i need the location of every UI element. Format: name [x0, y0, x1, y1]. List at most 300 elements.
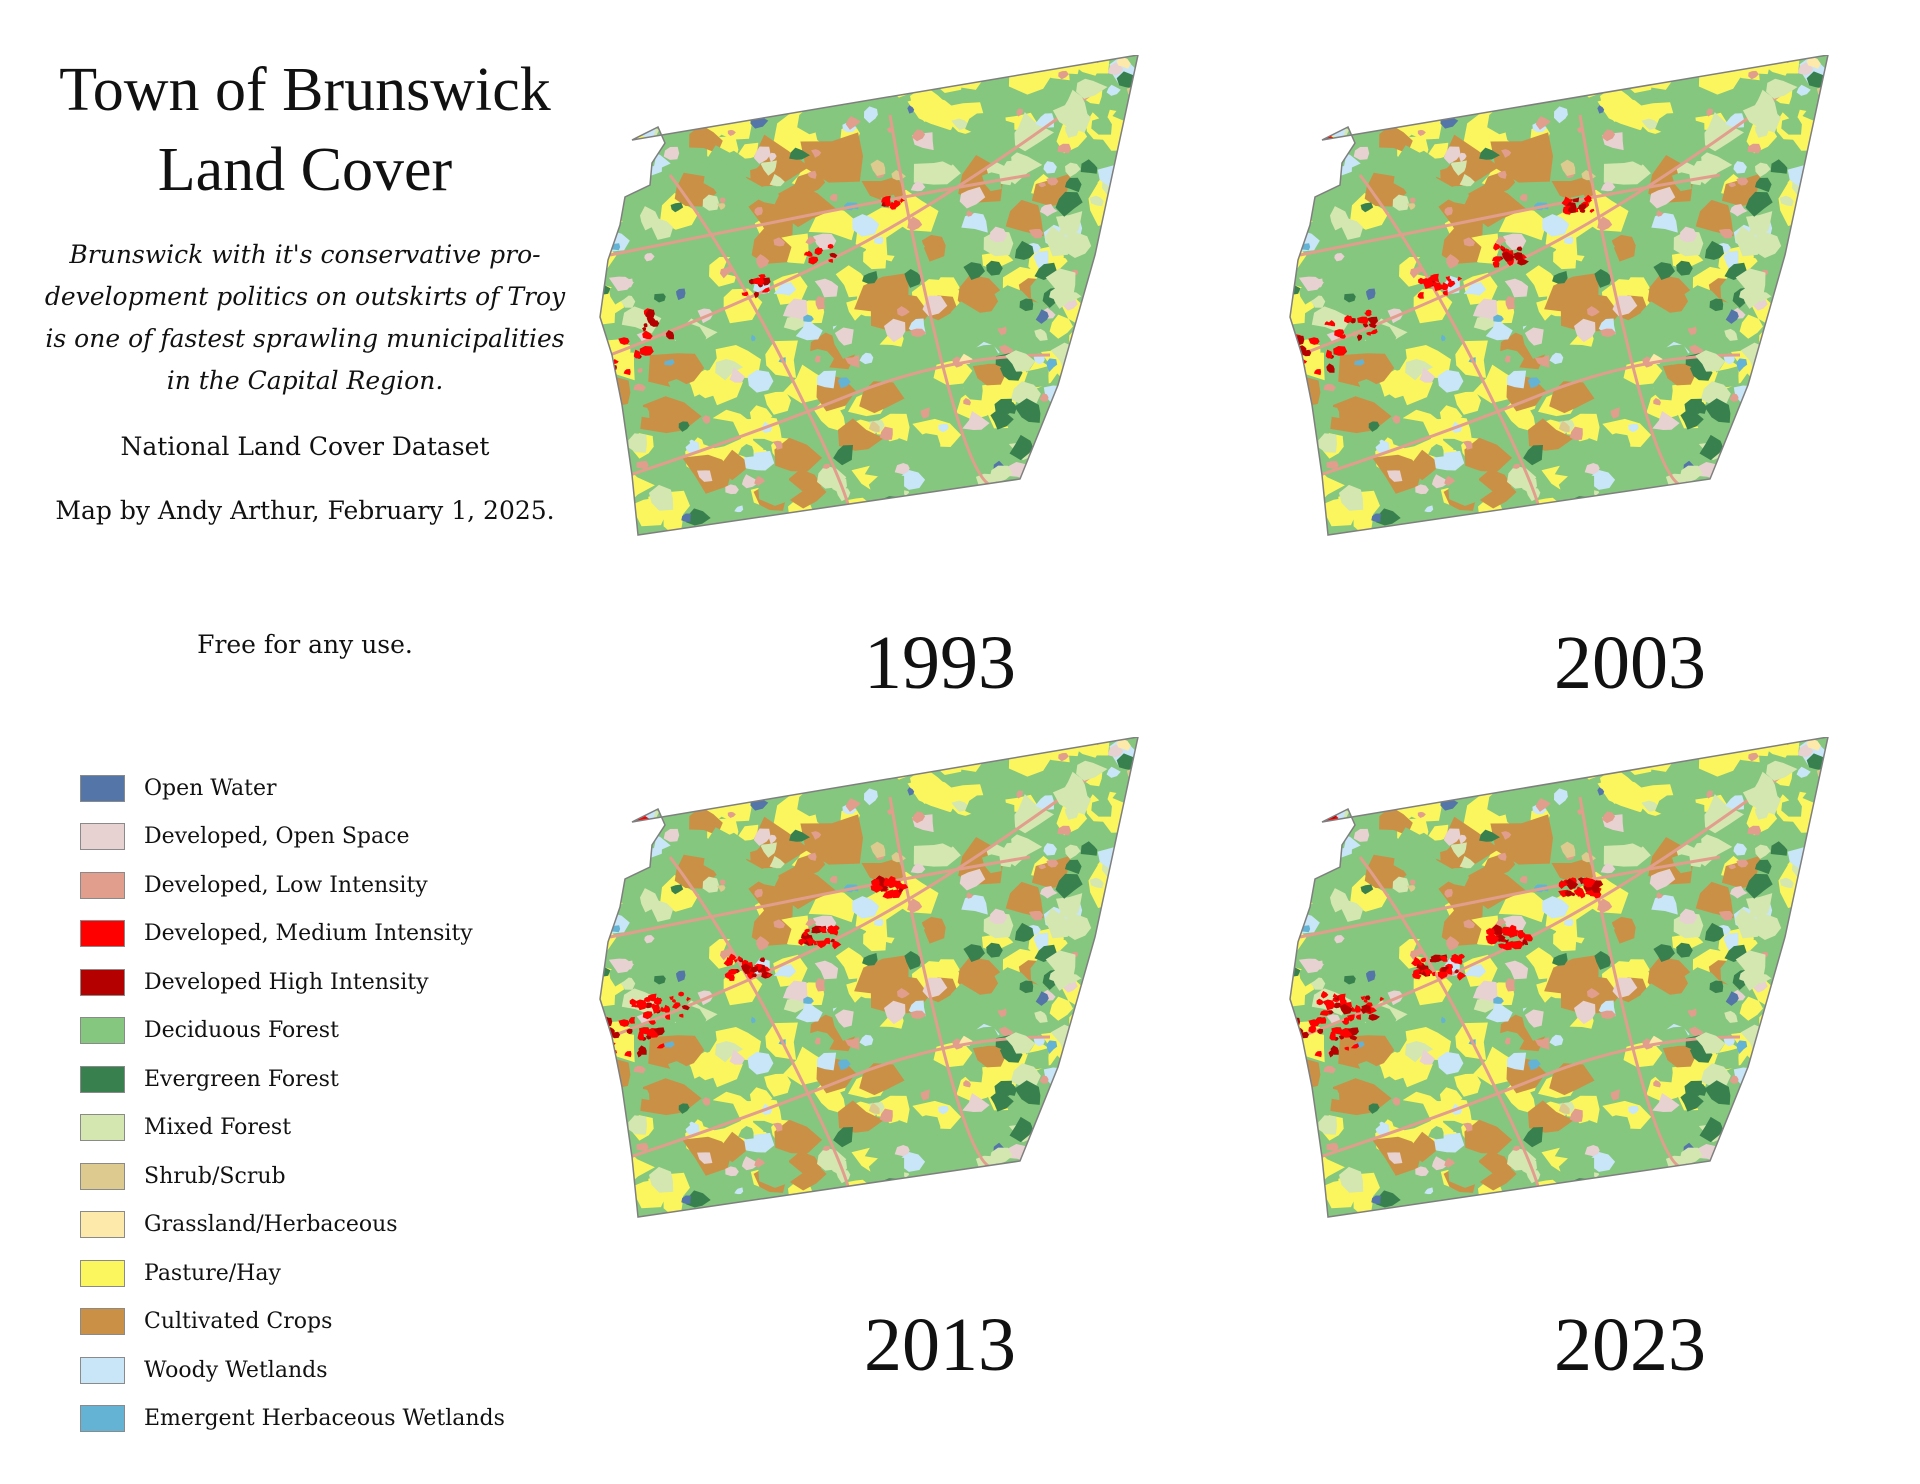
land-cover-patch [1291, 470, 1297, 474]
land-cover-patch [1646, 73, 1659, 83]
land-cover-patch [1289, 1156, 1299, 1166]
land-cover-patch [1123, 187, 1129, 192]
land-cover-patch [1282, 848, 1293, 858]
land-cover-patch [1040, 1097, 1079, 1136]
land-cover-patch [1748, 437, 1762, 452]
land-cover-patch [627, 818, 632, 822]
land-cover-patch [1300, 514, 1307, 520]
land-cover-patch [1661, 1184, 1678, 1206]
land-cover-patch [1819, 366, 1831, 379]
land-cover-patch [952, 1209, 998, 1246]
land-cover-patch [1082, 993, 1131, 1039]
land-cover-patch [619, 129, 626, 136]
land-cover-patch [1581, 535, 1600, 551]
land-cover-patch [1319, 807, 1327, 816]
land-cover-patch [1800, 455, 1817, 469]
land-cover-patch [1306, 808, 1313, 816]
land-cover-patch [603, 469, 610, 476]
land-cover-patch [1305, 1151, 1310, 1155]
map-year-label: 2003 [1554, 621, 1706, 705]
legend-label: Pasture/Hay [144, 1260, 281, 1286]
land-cover-patch [1547, 737, 1579, 760]
land-cover-patch [594, 1084, 605, 1093]
land-cover-patch [1751, 1161, 1775, 1197]
land-cover-patch [1504, 753, 1520, 762]
land-cover-patch [691, 79, 709, 95]
land-cover-patch [1295, 1146, 1306, 1156]
land-cover-patch [1293, 431, 1305, 441]
land-cover-patch [1296, 1159, 1304, 1167]
legend-label: Woody Wetlands [144, 1357, 328, 1383]
land-cover-patch [1748, 1119, 1762, 1134]
land-cover-patch [598, 1046, 609, 1055]
land-cover-patch [597, 520, 618, 538]
land-cover-patch [618, 1150, 625, 1156]
land-cover-patch [1096, 930, 1125, 959]
land-cover-patch [858, 507, 899, 540]
land-cover-patch [1071, 522, 1086, 535]
title-line-1: Town of Brunswick [59, 56, 551, 124]
land-cover-patch [1729, 1154, 1796, 1196]
land-cover-patch [945, 524, 982, 551]
land-cover-patch [603, 1113, 615, 1123]
land-cover-patch [965, 749, 974, 758]
land-cover-patch [1315, 126, 1328, 134]
legend-label: Cultivated Crops [144, 1309, 333, 1335]
land-cover-patch [1284, 402, 1295, 411]
land-cover-patch [595, 1041, 599, 1046]
land-cover-patch [591, 524, 601, 534]
land-cover-patch [956, 1182, 970, 1193]
land-cover-patch [1827, 1194, 1849, 1214]
land-cover-patch [1137, 1194, 1159, 1214]
land-cover-patch [1793, 917, 1813, 935]
land-cover-patch [602, 1149, 610, 1156]
land-cover-patch [966, 737, 988, 750]
land-cover-patch [1123, 208, 1175, 247]
land-cover-patch [1327, 737, 1368, 766]
land-cover-patch [1779, 423, 1792, 432]
legend-item [80, 1298, 550, 1347]
land-cover-patch [1280, 435, 1302, 495]
map-year-label: 1993 [864, 621, 1016, 705]
land-cover-patch [594, 402, 605, 411]
land-cover-patch [1794, 441, 1838, 483]
land-cover-patch [814, 753, 830, 762]
land-cover-patch [1092, 968, 1138, 1000]
land-cover-patch [1311, 807, 1322, 817]
land-cover-patch [1138, 228, 1145, 235]
land-cover-patch [1767, 1162, 1787, 1184]
land-cover-patch [1113, 910, 1143, 933]
land-cover-patch [1772, 993, 1821, 1039]
land-cover-patch [1733, 481, 1781, 521]
land-cover-patch [1104, 1123, 1148, 1165]
land-cover-patch [678, 114, 693, 125]
land-cover-patch [1310, 820, 1319, 827]
land-cover-patch [1050, 525, 1059, 535]
land-cover-patch [820, 775, 832, 785]
land-cover-patch [742, 744, 789, 778]
land-cover-patch [1748, 529, 1763, 543]
land-cover-patch [1435, 96, 1455, 109]
land-cover-patch [1298, 1150, 1303, 1154]
land-cover-patch [1810, 881, 1830, 900]
land-cover-patch [931, 55, 954, 67]
land-cover-patch [590, 829, 605, 843]
legend-label: Shrub/Scrub [144, 1163, 286, 1189]
land-cover-patch [1286, 1152, 1293, 1158]
land-cover-patch [799, 55, 834, 80]
land-cover-patch [644, 323, 648, 327]
land-cover-patch [1120, 489, 1148, 506]
land-cover-patch [1582, 1186, 1620, 1225]
land-cover-patch [1597, 515, 1653, 555]
land-cover-patch [1815, 955, 1842, 973]
land-cover-patch [1046, 446, 1067, 461]
land-cover-patch [1285, 342, 1294, 351]
land-cover-patch [1292, 1044, 1302, 1052]
land-cover-patch [598, 1035, 602, 1039]
land-cover-patch [1432, 62, 1479, 96]
land-cover-patch [1287, 1202, 1308, 1220]
map-year-label: 2013 [864, 1303, 1016, 1387]
land-cover-patch [908, 1218, 919, 1228]
land-cover-patch [594, 1155, 601, 1161]
land-cover-patch [1083, 995, 1102, 1009]
land-cover-patch [841, 516, 873, 536]
land-cover-patch [1327, 55, 1368, 84]
land-cover-patch [597, 1202, 618, 1220]
land-cover-patch [750, 1207, 796, 1246]
land-cover-patch [830, 60, 861, 85]
land-cover-patch [1628, 514, 1653, 532]
land-cover-patch [1077, 480, 1097, 502]
land-cover-patch [602, 808, 626, 830]
land-cover-patch [1281, 524, 1291, 534]
land-cover-patch [1442, 779, 1469, 800]
land-cover-patch [966, 55, 988, 68]
land-cover-patch [1001, 493, 1010, 500]
land-cover-patch [1499, 55, 1544, 85]
land-cover-patch [1796, 416, 1828, 449]
land-cover-patch [597, 479, 604, 486]
land-cover-patch [1288, 1158, 1293, 1162]
land-cover-patch [1092, 286, 1138, 318]
land-cover-patch [1300, 1196, 1307, 1202]
land-cover-patch [956, 73, 969, 83]
land-cover-patch [590, 485, 616, 525]
land-cover-patch [820, 93, 832, 103]
land-cover-patch [1290, 1157, 1298, 1164]
land-cover-patch [1089, 1033, 1107, 1052]
land-cover-patch [1104, 1119, 1156, 1161]
land-cover-patch [1432, 744, 1479, 778]
land-cover-patch [590, 864, 599, 876]
land-cover-patch [612, 102, 639, 118]
land-cover-patch [1646, 500, 1660, 511]
land-cover-patch [1760, 1036, 1777, 1052]
land-cover-patch [1635, 1206, 1672, 1233]
land-cover-patch [1313, 808, 1323, 814]
land-cover-patch [1040, 415, 1079, 454]
land-cover-patch [1835, 826, 1842, 833]
land-cover-patch [1070, 1036, 1087, 1052]
land-cover-patch [1304, 471, 1313, 478]
land-cover-patch [1330, 811, 1335, 815]
land-cover-patch [1312, 129, 1317, 133]
land-cover-patch [1810, 1171, 1838, 1188]
land-cover-patch [1110, 1137, 1127, 1151]
land-cover-patch [1102, 1081, 1120, 1098]
land-cover-patch [1061, 479, 1085, 515]
map-panel [590, 737, 1280, 1387]
legend-item [80, 1152, 550, 1201]
land-cover-patch [1790, 984, 1807, 995]
land-cover-patch [1628, 1196, 1653, 1214]
land-cover-patch [908, 55, 941, 82]
land-cover-patch [1299, 468, 1306, 475]
land-cover-patch [1547, 55, 1579, 78]
land-cover-patch [606, 1157, 614, 1167]
land-cover-patch [971, 502, 988, 524]
legend-item [80, 958, 550, 1007]
land-cover-patch [1298, 464, 1307, 474]
land-cover-patch [1280, 147, 1295, 161]
land-cover-patch [1137, 512, 1159, 532]
land-cover-patch [1433, 760, 1455, 779]
land-cover-patch [1285, 1148, 1291, 1152]
land-cover-patch [1282, 166, 1293, 176]
land-cover-patch [1138, 910, 1145, 917]
data-source: National Land Cover Dataset [120, 432, 490, 461]
land-cover-patch [1766, 353, 1791, 372]
land-cover-patch [1145, 144, 1152, 151]
legend-swatch [80, 920, 125, 947]
land-cover-patch [624, 809, 631, 816]
land-cover-patch [1655, 748, 1667, 760]
land-cover-patch [1340, 756, 1360, 774]
land-cover-patch [1779, 1105, 1792, 1114]
land-cover-patch [1477, 754, 1532, 789]
land-cover-patch [1145, 826, 1152, 833]
land-cover-patch [1289, 472, 1299, 480]
land-cover-patch [1301, 1154, 1310, 1163]
map-panel [590, 55, 1280, 705]
land-cover-patch [1709, 1165, 1716, 1170]
land-cover-patch [1772, 311, 1821, 357]
land-cover-patch [1080, 1018, 1093, 1026]
land-cover-patch [965, 748, 977, 760]
land-cover-patch [1397, 737, 1446, 786]
legend-swatch [80, 872, 125, 899]
land-cover-patch [1084, 1134, 1122, 1156]
land-cover-patch [616, 814, 629, 824]
land-cover-patch [1792, 1081, 1810, 1098]
land-cover-patch [616, 516, 628, 528]
land-cover-patch [1325, 813, 1330, 817]
land-cover-patch [1656, 737, 1678, 750]
land-cover-patch [799, 737, 834, 762]
land-cover-patch [1327, 1143, 1339, 1151]
land-cover-patch [1817, 119, 1843, 136]
land-cover-patch [1083, 1096, 1108, 1135]
land-cover-patch [1103, 235, 1123, 253]
land-cover-patch [619, 129, 632, 140]
land-cover-patch [1084, 452, 1122, 474]
land-cover-patch [1125, 955, 1152, 973]
land-cover-patch [1354, 767, 1384, 799]
land-cover-patch [1283, 1153, 1287, 1157]
land-cover-patch [1071, 1204, 1086, 1217]
land-cover-patch [664, 85, 694, 117]
land-cover-patch [1813, 869, 1819, 874]
legend-label: Developed High Intensity [144, 969, 429, 995]
land-cover-patch [603, 470, 614, 478]
land-cover-patch [1717, 1203, 1738, 1217]
land-cover-patch [1058, 529, 1073, 543]
land-cover-patch [723, 760, 750, 781]
land-cover-patch [599, 342, 608, 351]
land-cover-patch [965, 67, 974, 76]
land-cover-patch [1298, 477, 1311, 486]
land-cover-patch [1642, 1209, 1688, 1246]
land-cover-patch [952, 527, 998, 564]
land-cover-patch [637, 461, 649, 469]
legend-label: Developed, Low Intensity [144, 872, 428, 898]
land-cover-patch [1058, 437, 1072, 452]
land-cover-patch [615, 819, 626, 826]
land-cover-patch [1773, 414, 1798, 453]
land-cover-patch [1124, 985, 1155, 1004]
land-cover-patch [1290, 364, 1301, 373]
land-cover-patch [1655, 66, 1667, 78]
title-line-2: Land Cover [157, 136, 453, 204]
land-cover-patch [1076, 1035, 1101, 1054]
land-cover-patch [1043, 1163, 1091, 1203]
land-cover-patch [619, 138, 625, 145]
land-cover-patch [1748, 1211, 1763, 1225]
land-cover-patch [1582, 504, 1620, 543]
land-cover-patch [1097, 506, 1124, 524]
legend-label: Open Water [144, 775, 277, 801]
land-cover-patch [1730, 1097, 1769, 1136]
land-cover-patch [1815, 273, 1842, 291]
land-cover-patch [614, 1148, 618, 1152]
land-cover-patch [1093, 1112, 1127, 1142]
land-cover-patch [938, 1196, 963, 1214]
land-cover-patch [1302, 861, 1311, 870]
land-cover-patch [1328, 153, 1346, 166]
land-cover-patch [1089, 1105, 1102, 1114]
land-cover-patch [1807, 318, 1818, 329]
land-cover-patch [1642, 527, 1688, 564]
land-cover-patch [1800, 1137, 1817, 1151]
land-cover-patch [1311, 131, 1316, 135]
land-cover-patch [1621, 55, 1644, 67]
land-cover-patch [598, 1149, 602, 1153]
land-cover-patch [590, 448, 603, 462]
land-cover-patch [917, 1189, 928, 1200]
land-cover-patch [1328, 129, 1333, 134]
land-cover-patch [908, 737, 941, 764]
land-cover-patch [1691, 1175, 1700, 1182]
land-cover-patch [1056, 444, 1086, 466]
land-cover-patch [1655, 749, 1664, 758]
land-cover-patch [603, 431, 615, 441]
land-cover-patch [1127, 801, 1153, 818]
land-cover-patch [691, 95, 726, 115]
land-cover-patch [1520, 742, 1551, 767]
land-cover-patch [1618, 757, 1629, 766]
land-cover-patch [1294, 467, 1299, 473]
land-cover-patch [1292, 475, 1299, 480]
land-cover-patch [1730, 415, 1769, 454]
land-cover-patch [1328, 126, 1334, 131]
land-cover-patch [1077, 1162, 1097, 1184]
land-cover-patch [1803, 228, 1833, 251]
land-cover-patch [1289, 359, 1293, 364]
land-cover-patch [1039, 472, 1106, 514]
land-cover-patch [1285, 470, 1291, 475]
land-cover-patch [1303, 1155, 1311, 1163]
land-cover-patch [1096, 248, 1125, 277]
land-cover-patch [1779, 351, 1797, 370]
land-cover-patch [938, 514, 963, 532]
land-cover-patch [1813, 890, 1865, 929]
land-cover-patch [1736, 1128, 1757, 1143]
land-cover-patch [1281, 1206, 1291, 1216]
land-cover-patch [1302, 179, 1311, 188]
land-cover-patch [1435, 778, 1455, 791]
land-cover-patch [1310, 1151, 1320, 1158]
land-cover-patch [1001, 1175, 1010, 1182]
land-cover-patch [1288, 1162, 1293, 1166]
land-cover-patch [1285, 1046, 1296, 1055]
land-cover-patch [1120, 881, 1140, 900]
land-cover-patch [1280, 205, 1300, 227]
land-cover-patch [809, 737, 854, 767]
land-cover-patch [1123, 869, 1129, 874]
land-cover-patch [599, 1146, 610, 1156]
land-cover-patch [590, 473, 606, 489]
land-cover-patch [1117, 1000, 1128, 1011]
land-cover-patch [1304, 1159, 1314, 1166]
land-cover-patch [1287, 520, 1308, 538]
land-cover-patch [650, 74, 670, 92]
land-cover-patch [590, 205, 610, 227]
land-cover-patch [590, 804, 626, 836]
land-cover-patch [664, 767, 694, 799]
land-cover-patch [1301, 1158, 1308, 1165]
land-cover-patch [1123, 890, 1175, 929]
land-cover-patch [612, 98, 649, 130]
land-cover-patch [614, 468, 620, 473]
land-cover-patch [1413, 78, 1440, 99]
land-cover-patch [1761, 1204, 1776, 1217]
land-cover-patch [956, 755, 969, 765]
land-cover-patch [1655, 67, 1664, 76]
land-cover-patch [1786, 248, 1815, 277]
land-cover-patch [1103, 917, 1123, 935]
land-cover-patch [1285, 1161, 1292, 1167]
land-cover-patch [616, 1158, 621, 1161]
land-cover-patch [917, 507, 928, 518]
land-cover-patch [1300, 1160, 1305, 1165]
land-cover-patch [1291, 353, 1295, 357]
land-cover-patch [1292, 808, 1316, 830]
land-cover-patch [1305, 1155, 1316, 1164]
